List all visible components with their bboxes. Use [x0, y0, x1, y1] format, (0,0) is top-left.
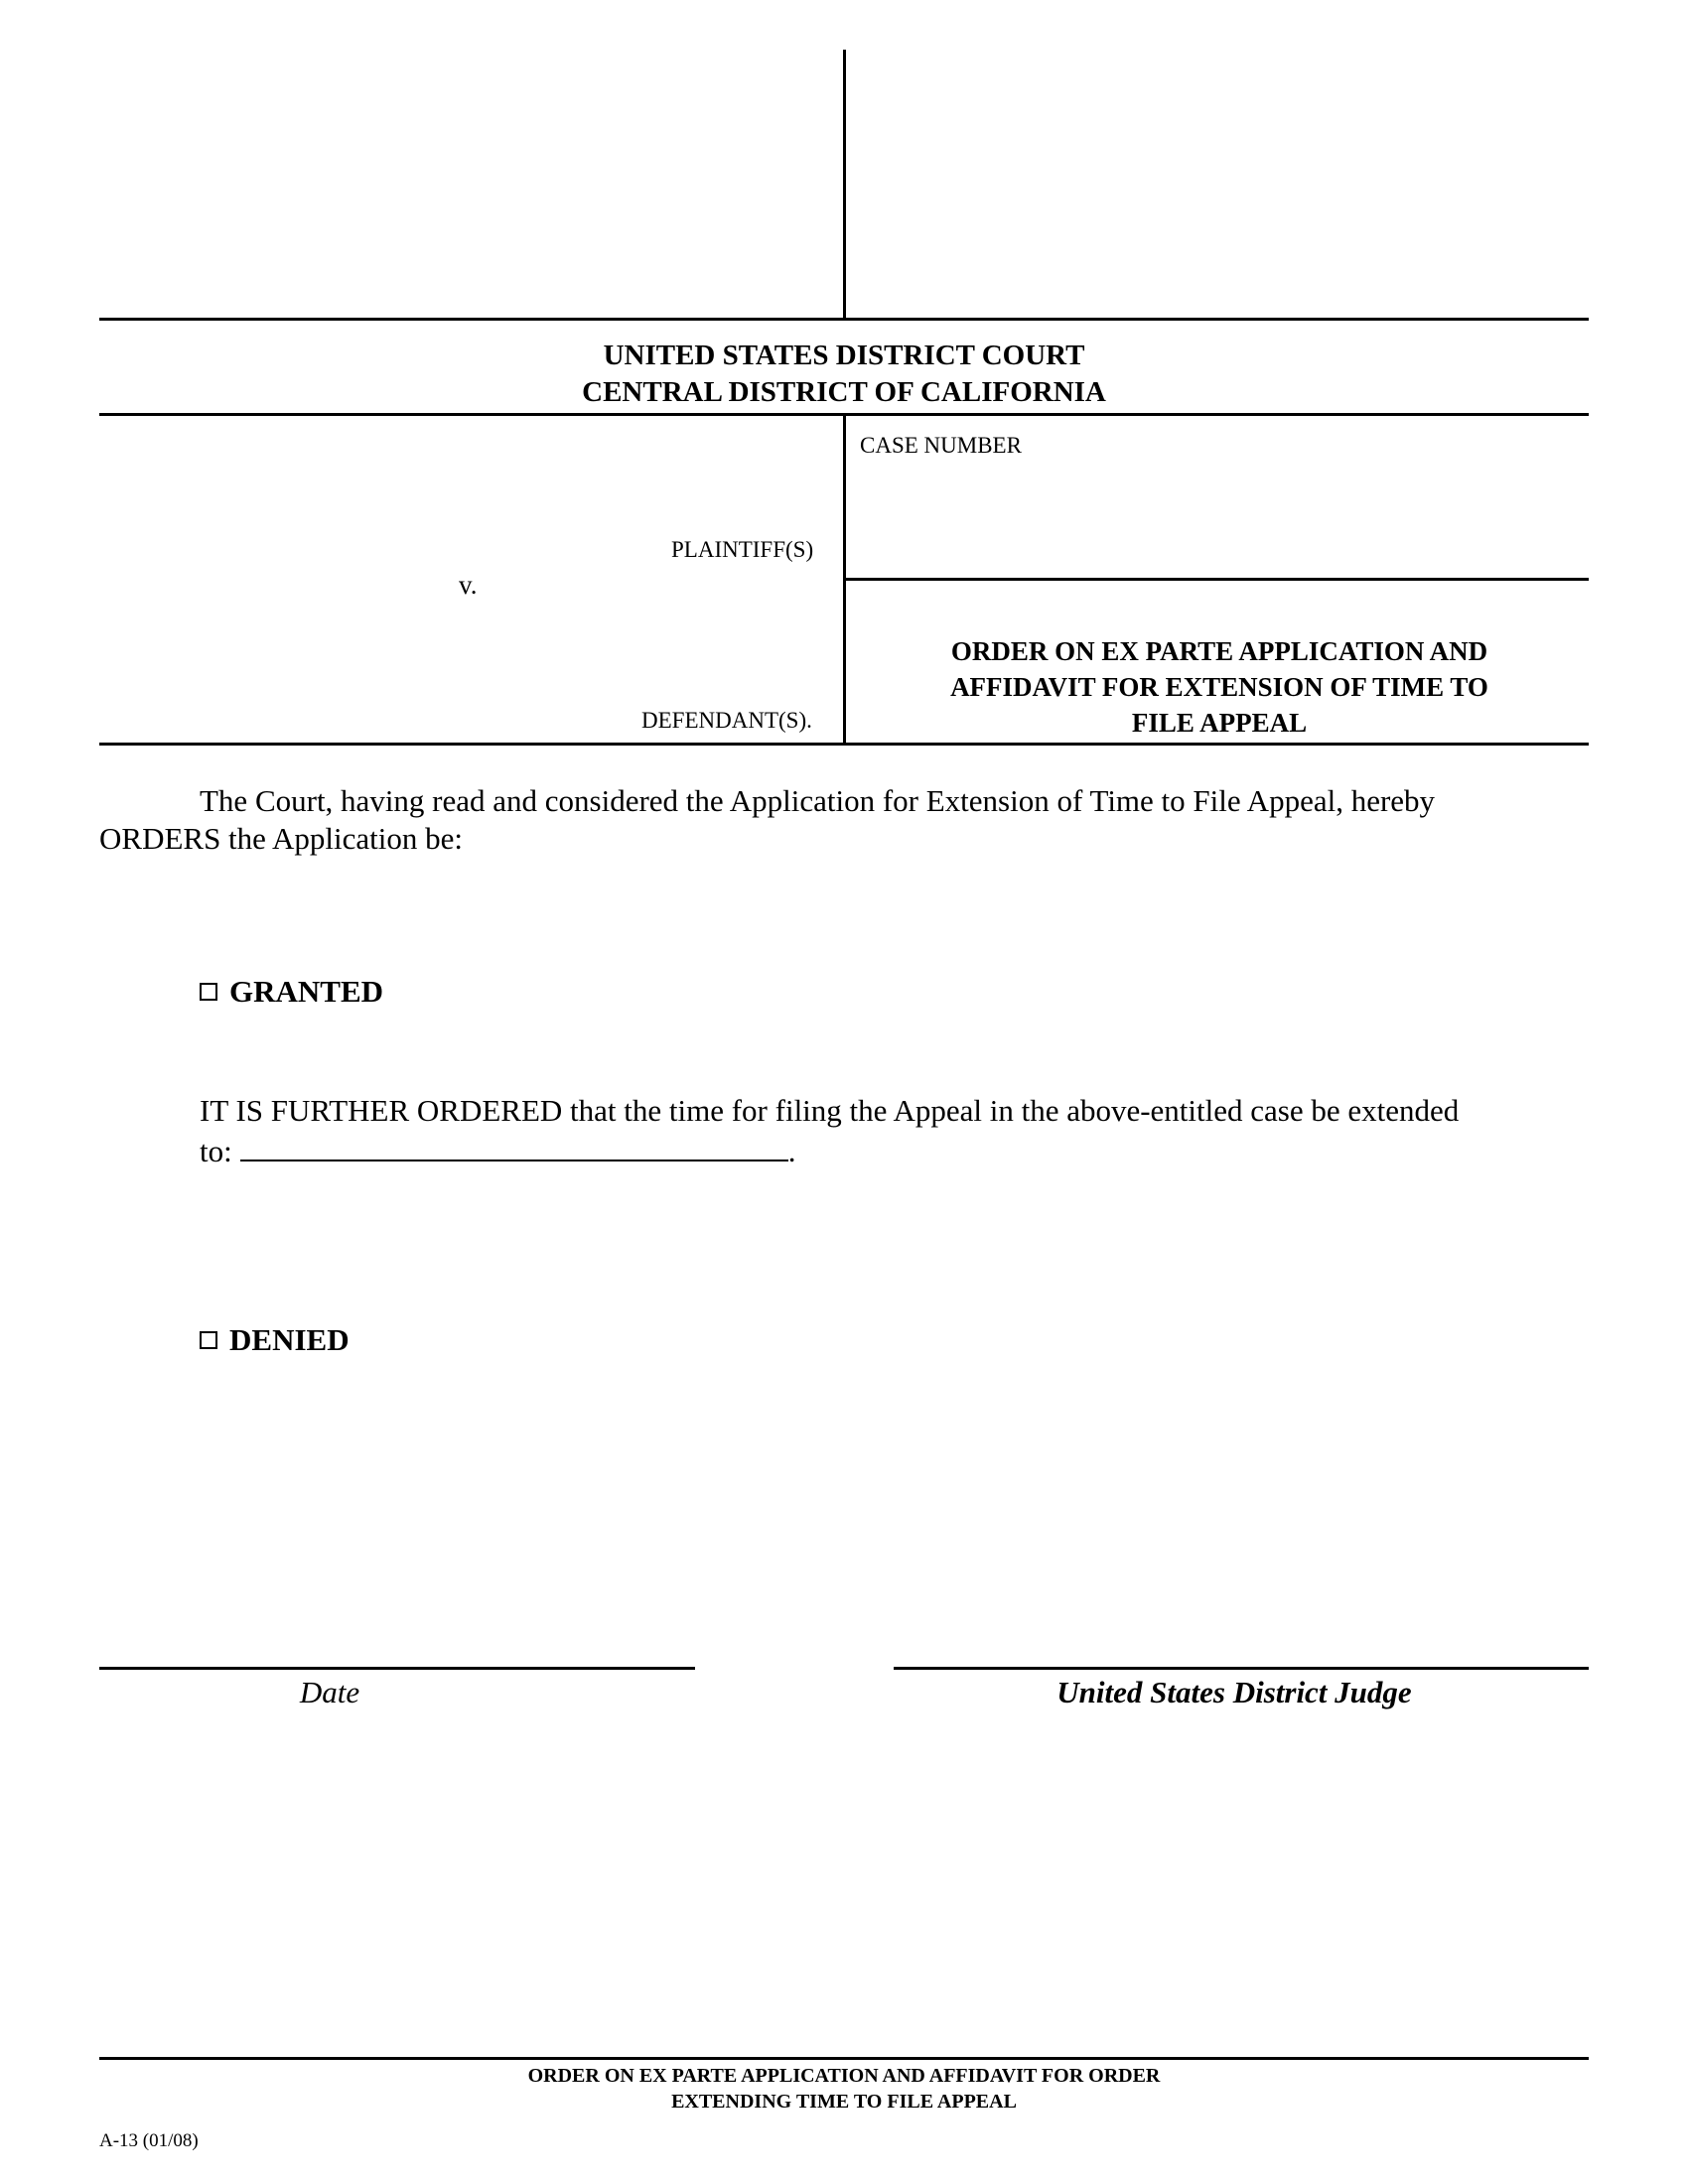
date-signature-line[interactable] [99, 1667, 695, 1670]
versus-text: v. [459, 570, 478, 600]
granted-checkbox[interactable] [200, 983, 217, 1001]
further-order-period: . [787, 1134, 796, 1168]
granted-label: GRANTED [229, 974, 384, 1009]
order-title-line2: AFFIDAVIT FOR EXTENSION OF TIME TO [950, 672, 1488, 702]
further-order-line2 [200, 1130, 795, 1170]
further-order-line1: IT IS FURTHER ORDERED that the time for filing the Appeal in the above-entitled case be extended [200, 1093, 1460, 1128]
intro-paragraph-line2: ORDERS the Application be: [99, 821, 463, 856]
footer-rule [99, 2057, 1589, 2060]
judge-signature-line[interactable] [894, 1667, 1589, 1670]
form-id: A-13 (01/08) [99, 2130, 199, 2151]
order-title-line1: ORDER ON EX PARTE APPLICATION AND [950, 636, 1488, 666]
denied-checkbox[interactable] [200, 1331, 217, 1349]
court-title-line2: CENTRAL DISTRICT OF CALIFORNIA [582, 376, 1106, 408]
extended-date-field[interactable] [240, 1130, 788, 1161]
court-title-line1: UNITED STATES DISTRICT COURT [603, 340, 1085, 371]
intro-paragraph-line1: The Court, having read and considered the Application for Extension of Time to File Appeal, hereby [200, 783, 1436, 818]
date-label: Date [299, 1675, 360, 1709]
judge-label: United States District Judge [1056, 1675, 1412, 1709]
court-title [99, 338, 1589, 411]
order-title [850, 633, 1589, 741]
header-top-rule [99, 318, 1589, 321]
case-number-label: CASE NUMBER [860, 433, 1022, 458]
footer-title-line2: EXTENDING TIME TO FILE APPEAL [671, 2091, 1017, 2113]
defendant-label: DEFENDANT(S). [641, 708, 812, 733]
case-number-bottom-rule [845, 578, 1589, 581]
denied-label: DENIED [229, 1322, 350, 1357]
footer-title [99, 2063, 1589, 2115]
order-title-line3: FILE APPEAL [1131, 708, 1308, 738]
granted-option[interactable] [200, 974, 383, 1010]
denied-option[interactable] [200, 1322, 350, 1358]
top-vertical-divider [843, 50, 846, 320]
further-order-to-label: to: [200, 1134, 232, 1168]
plaintiff-label: PLAINTIFF(S) [671, 537, 814, 562]
caption-bottom-rule [99, 743, 1589, 746]
footer-title-line1: ORDER ON EX PARTE APPLICATION AND AFFIDAVIT FOR ORDER [527, 2065, 1161, 2087]
